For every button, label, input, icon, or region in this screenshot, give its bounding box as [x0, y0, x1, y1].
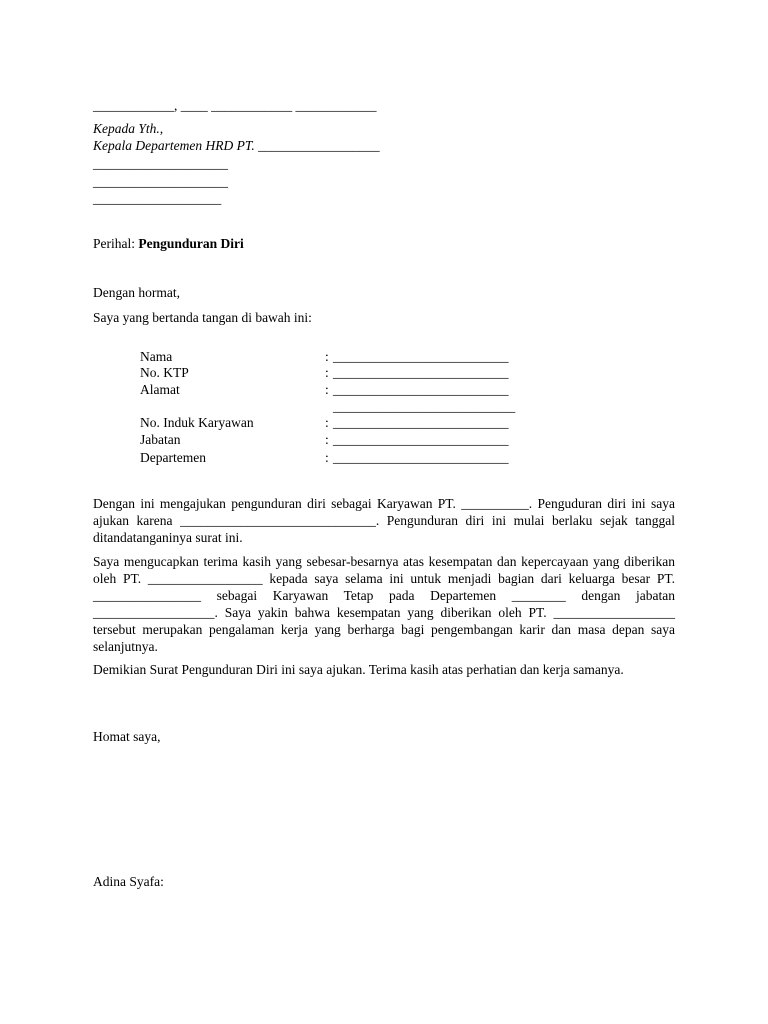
field-value-departemen: __________________________: [333, 450, 509, 465]
recipient-address-line: ____________________: [93, 156, 228, 171]
field-colon: :: [325, 415, 329, 430]
field-value-nik: __________________________: [333, 415, 509, 430]
salutation: Dengan hormat,: [93, 285, 180, 300]
field-label-ktp: No. KTP: [140, 365, 189, 380]
field-value-alamat: __________________________: [333, 382, 509, 397]
signature-name: Adina Syafa:: [93, 874, 164, 889]
recipient-address-line: ____________________: [93, 174, 228, 189]
paragraph-thanks: Saya mengucapkan terima kasih yang sebesar-besarnya atas kesempatan dan kepercayaan yang diberikan oleh PT. _________________ kepada saya selama ini untuk menjadi bagian dari keluarga besar PT. ________________ sebagai Karyawan Tetap pada Departemen ________ dengan jabatan __________________. Saya yakin bahwa kesempatan yang diberikan oleh PT. __________________ tersebut merupakan pengalaman kerja yang berharga bagi pengembangan karir dan masa depan saya selanjutnya.: [93, 554, 675, 654]
field-colon: :: [325, 382, 329, 397]
paragraph-closing: Demikian Surat Pengunduran Diri ini saya ajukan. Terima kasih atas perhatian dan kerja samanya.: [93, 662, 624, 677]
field-value-jabatan: __________________________: [333, 432, 509, 447]
field-colon: :: [325, 365, 329, 380]
field-value-alamat-2: ___________________________: [333, 399, 516, 414]
intro-text: Saya yang bertanda tangan di bawah ini:: [93, 310, 312, 325]
closing-phrase: Homat saya,: [93, 729, 161, 744]
subject-line: [93, 235, 244, 252]
field-colon: :: [325, 450, 329, 465]
paragraph-resignation: Dengan ini mengajukan pengunduran diri sebagai Karyawan PT. __________. Penguduran diri ini saya ajukan karena _____________________________. Pengunduran diri ini mulai berlaku sejak tanggal ditandatanganinya surat ini.: [93, 496, 675, 545]
field-label-alamat: Alamat: [140, 382, 180, 397]
subject-label: Perihal:: [93, 236, 139, 251]
recipient-address-line: ___________________: [93, 191, 222, 206]
field-label-departemen: Departemen: [140, 450, 206, 465]
field-label-nama: Nama: [140, 349, 173, 364]
field-colon: :: [325, 432, 329, 447]
field-label-nik: No. Induk Karyawan: [140, 415, 254, 430]
field-value-nama: __________________________: [333, 349, 509, 364]
field-colon: :: [325, 349, 329, 364]
subject-value: Pengunduran Diri: [138, 236, 244, 251]
recipient-position: Kepala Departemen HRD PT. __________________: [93, 138, 380, 153]
field-label-jabatan: Jabatan: [140, 432, 181, 447]
recipient-greeting: Kepada Yth.,: [93, 121, 164, 136]
date-line: ____________, ____ ____________ ____________: [93, 98, 377, 113]
field-value-ktp: __________________________: [333, 365, 509, 380]
